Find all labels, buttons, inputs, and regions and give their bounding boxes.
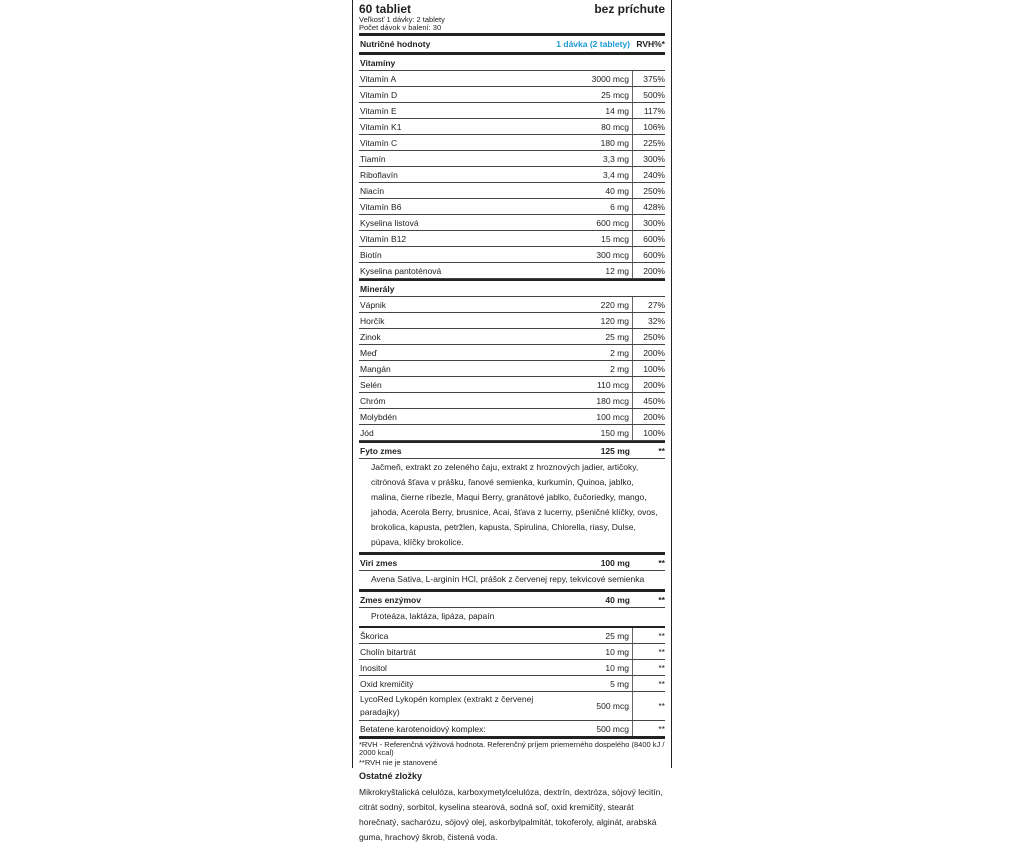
mineral-row [359,409,665,425]
other-row-name: Škorica [360,630,389,641]
vitamin-row-amount: 6 mg [559,199,633,214]
others-list [359,628,665,692]
vitamin-row-name: Vitamín E [360,105,397,116]
vitamin-row [359,151,665,167]
other-ingredients-title: Ostatné zložky [359,771,423,781]
mineral-row [359,313,665,329]
mineral-row-name: Horčík [360,315,385,326]
vitamin-row-name: Vitamín B12 [360,233,407,244]
vitamin-row-pct: 500% [643,89,665,100]
mineral-row-pct: 32% [647,315,665,326]
vitamin-row-name: Biotín [360,249,382,260]
minerals-list [359,297,665,441]
other-row-amount: 5 mg [559,676,633,691]
enzym-amount: 40 mg [605,594,630,605]
mineral-row [359,361,665,377]
product-count: 60 tabliet [359,2,412,16]
other-row-amount: 10 mg [559,644,633,659]
viri-row [359,555,665,571]
other-row [359,660,665,676]
mineral-row [359,329,665,345]
vitamin-row-amount: 25 mcg [559,87,633,102]
vitamin-row-name: Kyselina listová [360,217,419,228]
mineral-row-name: Zinok [360,331,381,342]
vitamin-row-pct: 117% [643,105,665,116]
mineral-row-name: Chróm [360,395,386,406]
mineral-row-pct: 200% [643,347,665,358]
betatene-row [359,721,665,739]
viri-amount: 100 mg [600,557,630,568]
vitamin-row-pct: 225% [643,137,665,148]
vitamin-row [359,263,665,279]
other-row-name: Inositol [360,662,387,673]
vitamin-row-name: Vitamín D [360,89,398,100]
minerals-section-title [359,279,665,297]
vitamin-row-amount: 600 mcg [559,215,633,230]
label-header [359,2,665,16]
viri-desc: Avena Sativa, L-arginín HCl, prášok z červenej repy, tekvicové semienka [359,571,665,592]
vitamin-row-amount: 14 mg [559,103,633,118]
mineral-row-amount: 2 mg [559,345,633,360]
mineral-row-pct: 200% [643,411,665,422]
footnote-rvh: *RVH - Referenčná výživová hodnota. Referenčný príjem priemerného dospelého (8400 kJ / 2000 kcal) [359,740,665,757]
mineral-row-pct: 200% [643,379,665,390]
vitamin-row-name: Vitamín B6 [360,201,402,212]
vitamin-row-pct: 250% [643,185,665,196]
vitamin-row [359,71,665,87]
lyco-amount: 500 mcg [559,692,633,720]
footnote-not-set: **RVH nie je stanovené [359,758,438,767]
mineral-row-amount: 180 mcg [559,393,633,408]
vitamin-row-name: Niacín [360,185,385,196]
mineral-row-pct: 100% [643,363,665,374]
other-ingredients-text: Mikrokryštalická celulóza, karboxymetylcelulóza, dextrín, dextróza, sójový lecitín, citrát sodný, sorbitol, kyselina stearová, sodná soľ, oxid kremičitý, stearát horečnatý, sacharózu, sójový olej, askorbylpalmitát, tokoferoly, alginát, arabská guma, hrachový škrob, čistená voda. [359,787,663,842]
mineral-row-name: Molybdén [360,411,397,422]
other-row [359,628,665,644]
mineral-row-name: Vápnik [360,299,386,310]
viri-name: Viri zmes [360,557,398,568]
nutrition-label [352,0,672,842]
vitamins-list [359,71,665,279]
vitamin-row [359,199,665,215]
vitamin-row-amount: 40 mg [559,183,633,198]
other-row-pct: ** [658,678,665,689]
vitamins-section-title [359,55,665,71]
enzym-desc: Proteáza, laktáza, lipáza, papaín [359,608,665,628]
mineral-row-pct: 27% [647,299,665,310]
servings-count: Počet dávok v balení: 30 [359,24,665,36]
mineral-row [359,377,665,393]
other-row-name: Oxid kremičitý [360,678,414,689]
fyto-row [359,441,665,459]
betatene-amount: 500 mcg [559,721,633,736]
mineral-row [359,425,665,441]
other-row-pct: ** [658,646,665,657]
vitamin-row-name: Vitamín C [360,137,398,148]
vitamin-row-pct: 200% [643,265,665,276]
fyto-name: Fyto zmes [360,445,402,456]
vitamin-row-amount: 3000 mcg [559,71,633,86]
betatene-pct: ** [658,723,665,734]
mineral-row [359,393,665,409]
other-row-pct: ** [658,662,665,673]
vitamin-row-pct: 240% [643,169,665,180]
vitamin-row [359,215,665,231]
fyto-pct: ** [658,445,665,456]
vitamin-row-amount: 80 mcg [559,119,633,134]
vitamin-row-name: Kyselina pantoténová [360,265,442,276]
vitamin-row-pct: 300% [643,217,665,228]
mineral-row-pct: 450% [643,395,665,406]
mineral-row-name: Mangán [360,363,391,374]
lyco-row [359,692,665,721]
mineral-row-amount: 120 mg [559,313,633,328]
mineral-row-name: Meď [360,347,378,358]
vitamin-row-amount: 3,3 mg [559,151,633,166]
vitamin-row-name: Riboflavín [360,169,398,180]
vitamin-row-pct: 600% [643,233,665,244]
vitamin-row [359,183,665,199]
vitamin-row-pct: 428% [643,201,665,212]
vitamin-row-pct: 600% [643,249,665,260]
other-row [359,644,665,660]
enzym-row [359,592,665,608]
mineral-row-pct: 100% [643,427,665,438]
vitamin-row-amount: 300 mcg [559,247,633,262]
vitamins-title: Vitamíny [360,57,396,68]
mineral-row-amount: 2 mg [559,361,633,376]
mineral-row-amount: 100 mcg [559,409,633,424]
vitamin-row-amount: 12 mg [559,263,633,278]
rvh-header: RVH%* [636,39,665,49]
vitamin-row-name: Vitamín K1 [360,121,402,132]
vitamin-row-name: Vitamín A [360,73,397,84]
mineral-row [359,345,665,361]
other-row-name: Cholín bitartrát [360,646,416,657]
vitamin-row-amount: 3,4 mg [559,167,633,182]
enzym-pct: ** [658,594,665,605]
vitamin-row [359,103,665,119]
nutrition-title: Nutričné hodnoty [360,39,431,49]
dose-header: 1 dávka (2 tablety) [556,39,630,49]
other-row-amount: 25 mg [559,628,633,643]
vitamin-row [359,119,665,135]
vitamin-row [359,247,665,263]
mineral-row-amount: 220 mg [559,297,633,312]
betatene-name: Betatene karotenoidový komplex: [360,723,486,734]
vitamin-row-name: Tiamín [360,153,386,164]
vitamin-row-amount: 180 mg [559,135,633,150]
other-row-amount: 10 mg [559,660,633,675]
lyco-pct: ** [658,701,665,711]
mineral-row-name: Selén [360,379,382,390]
other-row [359,676,665,692]
serving-size: Veľkosť 1 dávky: 2 tablety [359,15,445,24]
vitamin-row-pct: 300% [643,153,665,164]
mineral-row [359,297,665,313]
mineral-row-amount: 25 mg [559,329,633,344]
vitamin-row [359,167,665,183]
flavor: bez príchute [594,2,665,16]
mineral-row-name: Jód [360,427,374,438]
fyto-amount: 125 mg [600,445,630,456]
fyto-desc: Jačmeň, extrakt zo zeleného čaju, extrakt z hroznových jadier, artičoky, citrónová šťava v prášku, ľanové semienka, kurkumín, Quinoa, jablko, malina, čierne ríbezle, Maqui Berry, granátové jablko, čučoriedky, mango, jahoda, Acerola Berry, brusnice, Acai, šťava z lucerny, pšeničné klíčky, ovos, brokolica, kapusta, petržlen, kapusta, Spirulina, Chlorella, riasy, Dulse, púpava, klíčky brokolice. [359,459,665,555]
vitamin-row-pct: 375% [643,73,665,84]
vitamin-row [359,231,665,247]
mineral-row-amount: 150 mg [559,425,633,440]
enzym-name: Zmes enzýmov [360,594,421,605]
vitamin-row [359,87,665,103]
mineral-row-amount: 110 mcg [559,377,633,392]
viri-pct: ** [658,557,665,568]
vitamin-row [359,135,665,151]
vitamin-row-amount: 15 mcg [559,231,633,246]
minerals-title: Minerály [360,283,395,294]
nutrition-header-row [359,36,665,55]
other-row-pct: ** [658,630,665,641]
vitamin-row-pct: 106% [643,121,665,132]
mineral-row-pct: 250% [643,331,665,342]
lyco-name: LycoRed Lykopén komplex (extrakt z červenej paradajky) [360,694,534,717]
